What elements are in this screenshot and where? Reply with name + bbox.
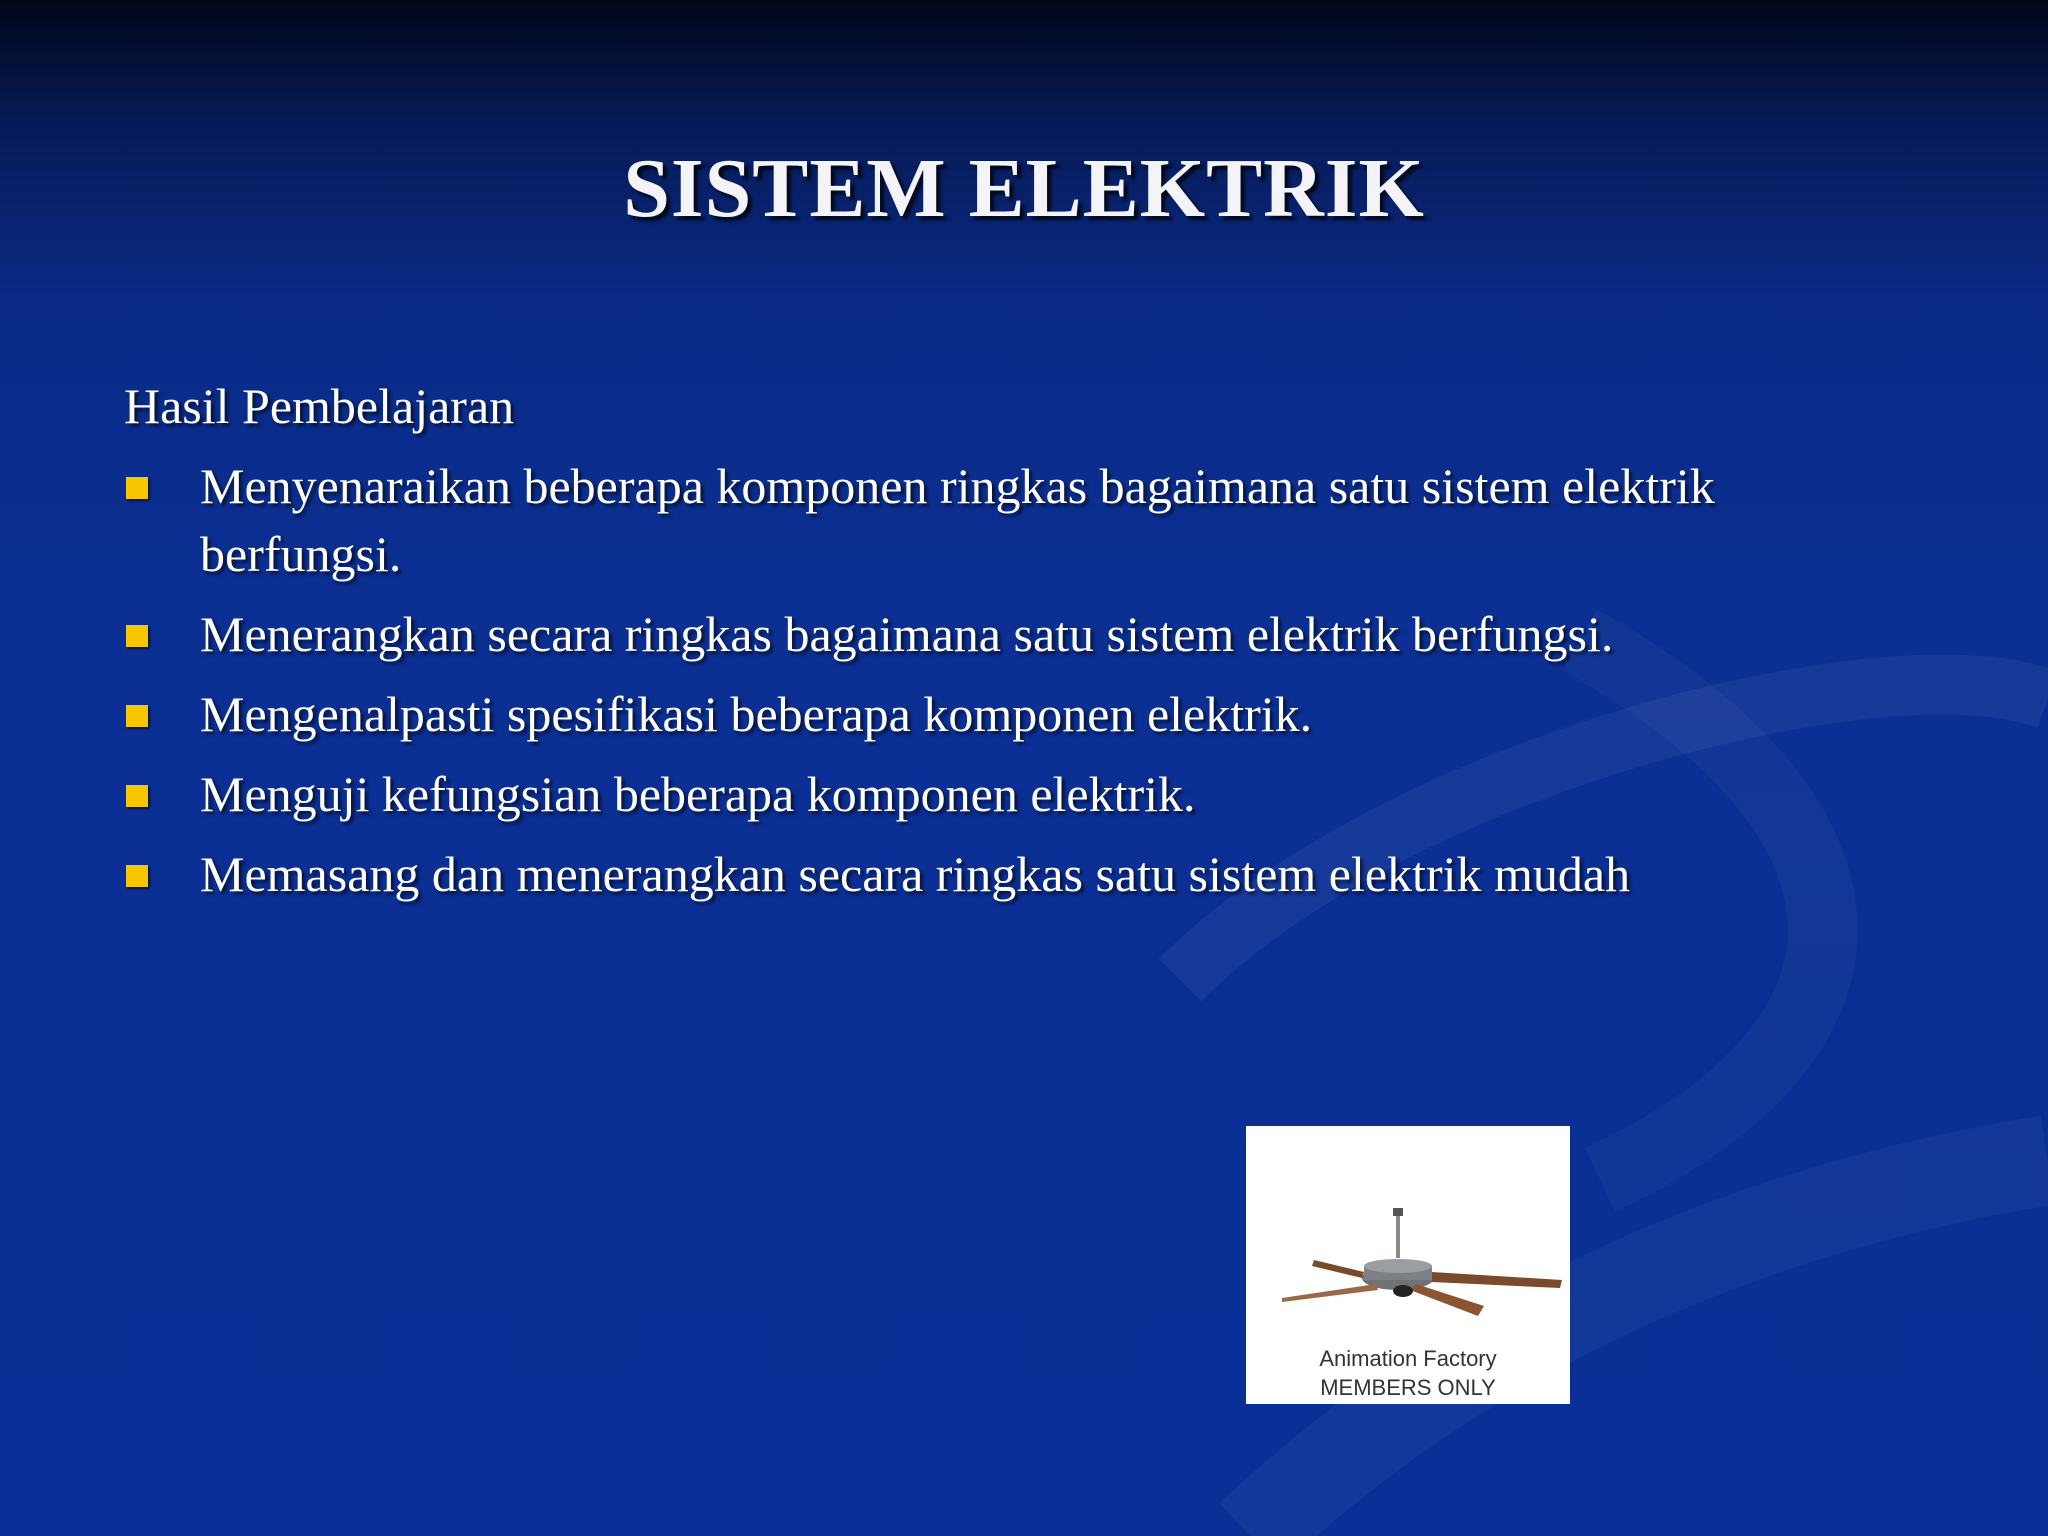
clipart-caption-line2: MEMBERS ONLY	[1320, 1375, 1496, 1400]
bullet-item	[124, 680, 1924, 748]
square-bullet-icon	[126, 705, 148, 727]
bullet-text: Mengenalpasti spesifikasi beberapa komponen elektrik.	[200, 686, 1313, 742]
bullet-list	[124, 452, 1924, 908]
bullet-item	[124, 600, 1924, 668]
slide-title: SISTEM ELEKTRIK	[623, 142, 1425, 235]
ceiling-fan-icon	[1246, 1126, 1570, 1344]
clipart-caption-line1: Animation Factory	[1319, 1346, 1497, 1371]
bullet-text: Menyenaraikan beberapa komponen ringkas bagaimana satu sistem elektrik berfungsi.	[200, 458, 1715, 582]
bullet-item	[124, 760, 1924, 828]
square-bullet-icon	[126, 625, 148, 647]
bullet-item	[124, 840, 1924, 908]
slide-body	[124, 372, 1924, 920]
ceiling-fan-clipart	[1246, 1126, 1570, 1404]
square-bullet-icon	[126, 785, 148, 807]
subheading: Hasil Pembelajaran	[124, 378, 515, 434]
bullet-text: Menguji kefungsian beberapa komponen elektrik.	[200, 766, 1196, 822]
bullet-text: Menerangkan secara ringkas bagaimana satu sistem elektrik berfungsi.	[200, 606, 1614, 662]
square-bullet-icon	[126, 865, 148, 887]
bullet-text: Memasang dan menerangkan secara ringkas satu sistem elektrik mudah	[200, 846, 1631, 902]
bullet-item	[124, 452, 1924, 588]
clipart-caption	[1246, 1344, 1570, 1402]
square-bullet-icon	[126, 477, 148, 499]
